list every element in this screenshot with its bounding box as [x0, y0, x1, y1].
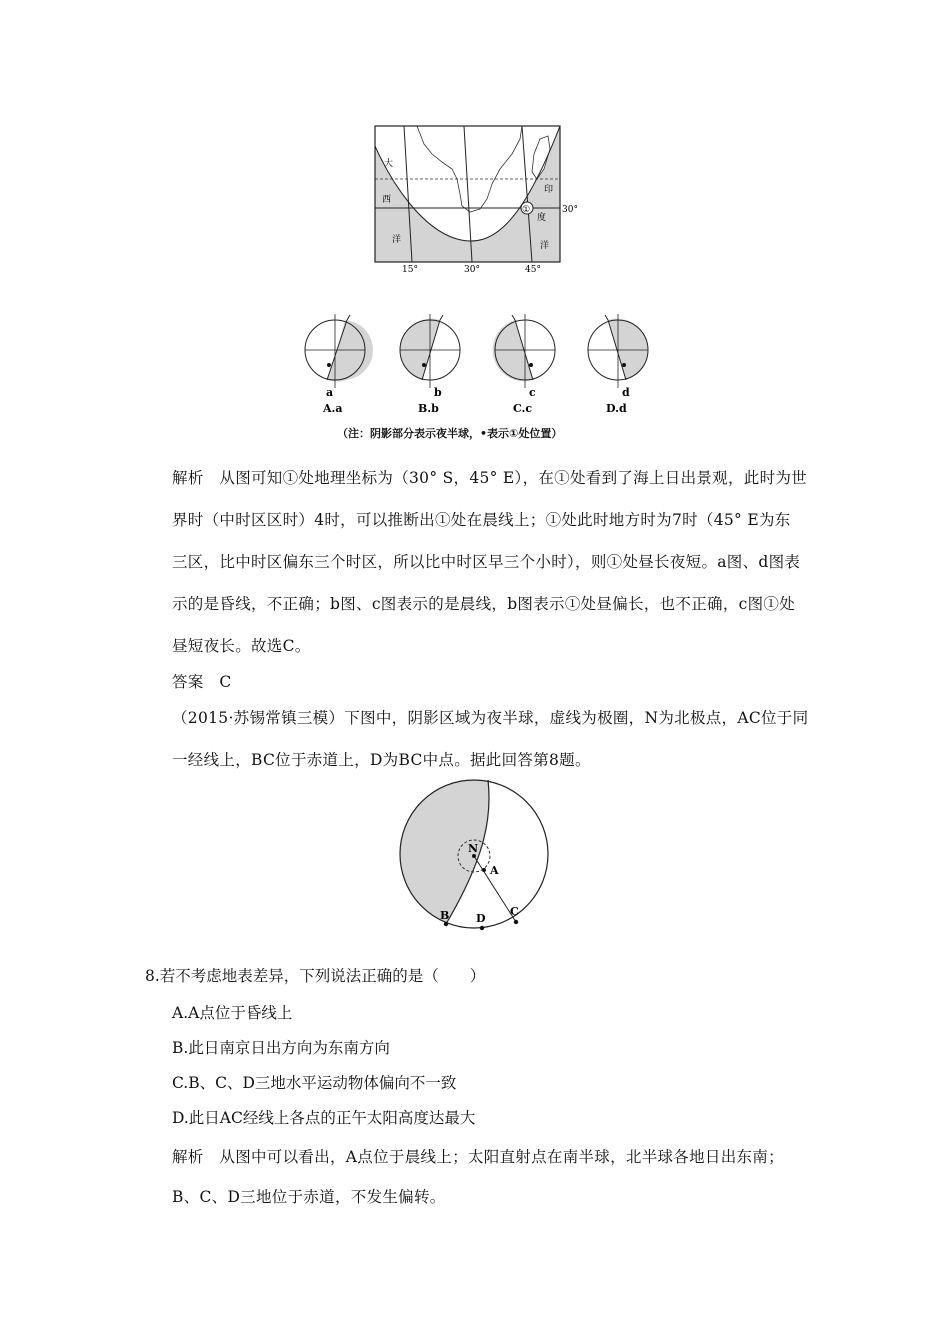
point-B	[444, 922, 448, 926]
label-B: B	[440, 909, 450, 922]
point-D	[480, 926, 484, 930]
latitude-label: 30°	[562, 205, 578, 215]
option-b: B.此日南京日出方向为东南方向	[172, 1039, 390, 1057]
africa-map-figure	[372, 124, 594, 276]
label-N: N	[468, 842, 479, 855]
option-a: A.A点位于昏线上	[172, 1004, 293, 1022]
point-C	[514, 920, 518, 924]
globe-d	[588, 314, 648, 415]
analysis2-line-1: 解析 从图中可以看出，A点位于晨线上；太阳直射点在南半球，北半球各地日出东南；	[172, 1148, 784, 1166]
globe-options-figure	[300, 308, 660, 416]
analysis1-line-3: 三区，比中时区偏东三个时区，所以比中时区早三个小时），则①处昼长夜短。a图、d图表	[172, 553, 801, 571]
longitude-label-45: 45°	[525, 265, 541, 275]
globe-option-d: D.d	[606, 402, 627, 415]
intro-line-2: 一经线上，BC位于赤道上，D为BC中点。据此回答第8题。	[172, 751, 591, 769]
map-label-xi: 西	[382, 195, 392, 205]
intro-line-1: （2015·苏锡常镇三模）下图中，阴影区域为夜半球，虚线为极圈，N为北极点，AC位于同	[172, 709, 809, 727]
globe-option-c: C.c	[513, 402, 533, 415]
globe-letter-d: d	[622, 386, 630, 399]
analysis2-line-2: B、C、D三地位于赤道，不发生偏转。	[172, 1188, 446, 1206]
globe-a	[305, 314, 373, 415]
globe-letter-c: c	[529, 386, 536, 399]
label-C: C	[510, 905, 519, 918]
map-label-yang-left: 洋	[392, 235, 402, 245]
map-label-yang-right: 洋	[540, 241, 550, 251]
map-label-du: 度	[537, 213, 547, 223]
longitude-label-30: 30°	[464, 265, 480, 275]
option-c: C.B、C、D三地水平运动物体偏向不一致	[172, 1074, 457, 1092]
point-A	[482, 868, 486, 872]
option-d: D.此日AC经线上各点的正午太阳高度达最大	[172, 1109, 476, 1127]
question-8: 8.若不考虑地表差异，下列说法正确的是（ ）	[145, 967, 486, 985]
analysis1-line-2: 界时（中时区区时）4时，可以推断出①处在晨线上；①处此时地方时为7时（45° E为东	[172, 511, 791, 529]
analysis1-line-4: 示的是昏线，不正确；b图、c图表示的是晨线，b图表示①处昼偏长，也不正确，c图①处	[172, 595, 796, 613]
analysis1-line-5: 昼短夜长。故选C。	[172, 637, 311, 655]
globe-letter-a: a	[326, 386, 334, 399]
label-A: A	[490, 864, 499, 877]
globe-b	[400, 314, 460, 415]
answer-line: 答案 C	[172, 673, 232, 691]
figure-note: （注：阴影部分表示夜半球，•表示①处位置）	[337, 427, 563, 440]
label-D: D	[476, 912, 486, 925]
point-1-label: ①	[522, 205, 531, 215]
globe-c	[493, 314, 555, 415]
analysis1-line-1: 解析 从图可知①处地理坐标为（30° S，45° E），在①处看到了海上日出景观，此时为世	[172, 469, 807, 487]
globe-option-a: A.a	[323, 402, 343, 415]
longitude-label-15: 15°	[402, 265, 418, 275]
map-label-da: 大	[384, 159, 394, 169]
polar-globe-figure	[396, 776, 556, 936]
globe-option-b: B.b	[418, 402, 439, 415]
map-label-yin: 印	[544, 185, 554, 195]
globe-letter-b: b	[434, 386, 442, 399]
